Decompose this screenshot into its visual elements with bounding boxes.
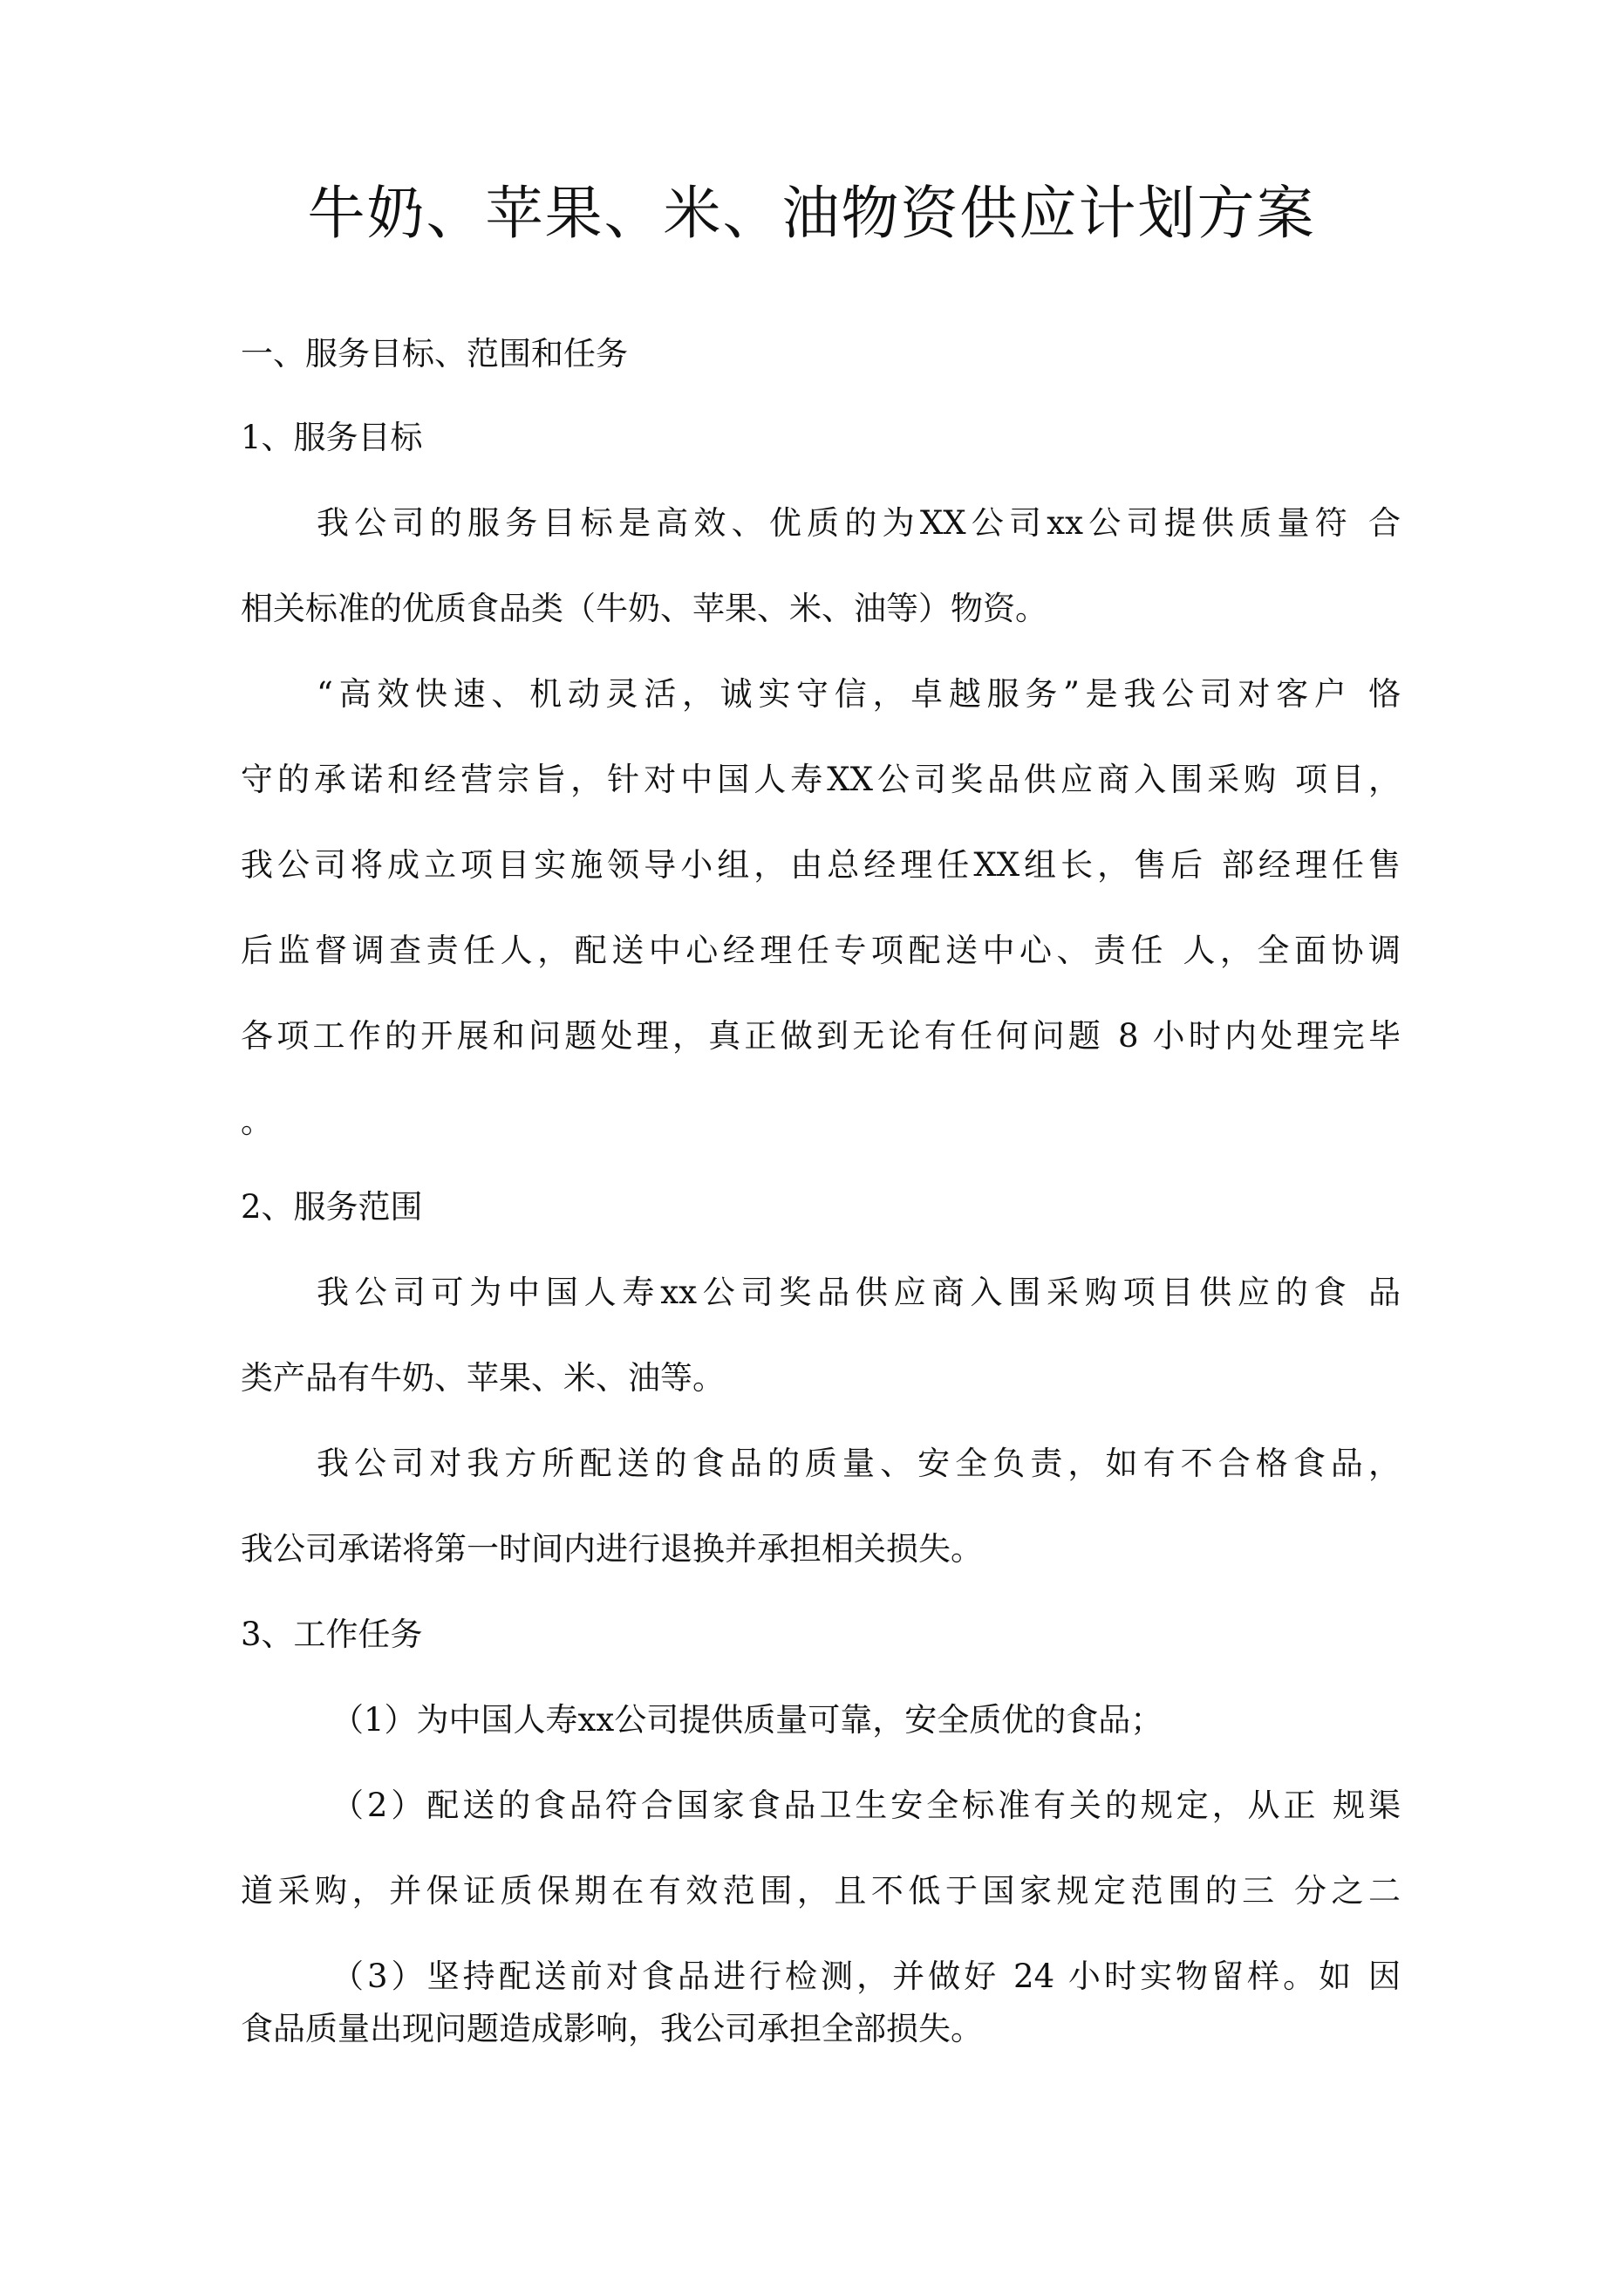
- paragraph-line: 我公司对我方所配送的食品的质量、安全负责，如有不合格食品，: [317, 1445, 1401, 1482]
- list-item-continuation: 食品质量出现问题造成影响，我公司承担全部损失。: [241, 2010, 983, 2047]
- paragraph-line: 。: [241, 1103, 273, 1140]
- subheading-service-scope: 2、服务范围: [241, 1188, 423, 1226]
- paragraph-line: 我公司的服务目标是高效、优质的为XX公司xx公司提供质量符 合: [317, 504, 1401, 542]
- list-item: （2）配送的食品符合国家食品卫生安全标准有关的规定，从正 规渠: [331, 1787, 1401, 1824]
- paragraph-line: 类产品有牛奶、苹果、米、油等。: [241, 1359, 725, 1397]
- paragraph-line: 后监督调查责任人，配送中心经理任专项配送中心、责任 人，全面协调: [241, 932, 1401, 969]
- list-item-continuation: 道采购，并保证质保期在有效范围，且不低于国家规定范围的三 分之二: [241, 1872, 1401, 1910]
- list-item: （3）坚持配送前对食品进行检测，并做好 24 小时实物留样。如 因: [331, 1958, 1401, 1995]
- document-title: 牛奶、苹果、米、油物资供应计划方案: [307, 180, 1316, 247]
- paragraph-line: 各项工作的开展和问题处理，真正做到无论有任何问题 8 小时内处理完毕: [241, 1017, 1401, 1055]
- paragraph-line: 相关标准的优质食品类（牛奶、苹果、米、油等）物资。: [241, 590, 1047, 627]
- paragraph-line: 我公司承诺将第一时间内进行退换并承担相关损失。: [241, 1530, 983, 1568]
- paragraph-line: 我公司可为中国人寿xx公司奖品供应商入围采购项目供应的食 品: [317, 1274, 1401, 1311]
- paragraph-line: 我公司将成立项目实施领导小组，由总经理任XX组长，售后 部经理任售: [241, 846, 1401, 884]
- paragraph-line: “高效快速、机动灵活，诚实守信，卓越服务”是我公司对客户 恪: [317, 675, 1401, 713]
- subheading-work-tasks: 3、工作任务: [241, 1616, 423, 1653]
- section-heading-1: 一、服务目标、范围和任务: [241, 335, 628, 372]
- list-item: （1）为中国人寿xx公司提供质量可靠，安全质优的食品；: [331, 1701, 1163, 1739]
- subheading-service-goal: 1、服务目标: [241, 419, 423, 456]
- paragraph-line: 守的承诺和经营宗旨，针对中国人寿XX公司奖品供应商入围采购 项目，: [241, 761, 1401, 798]
